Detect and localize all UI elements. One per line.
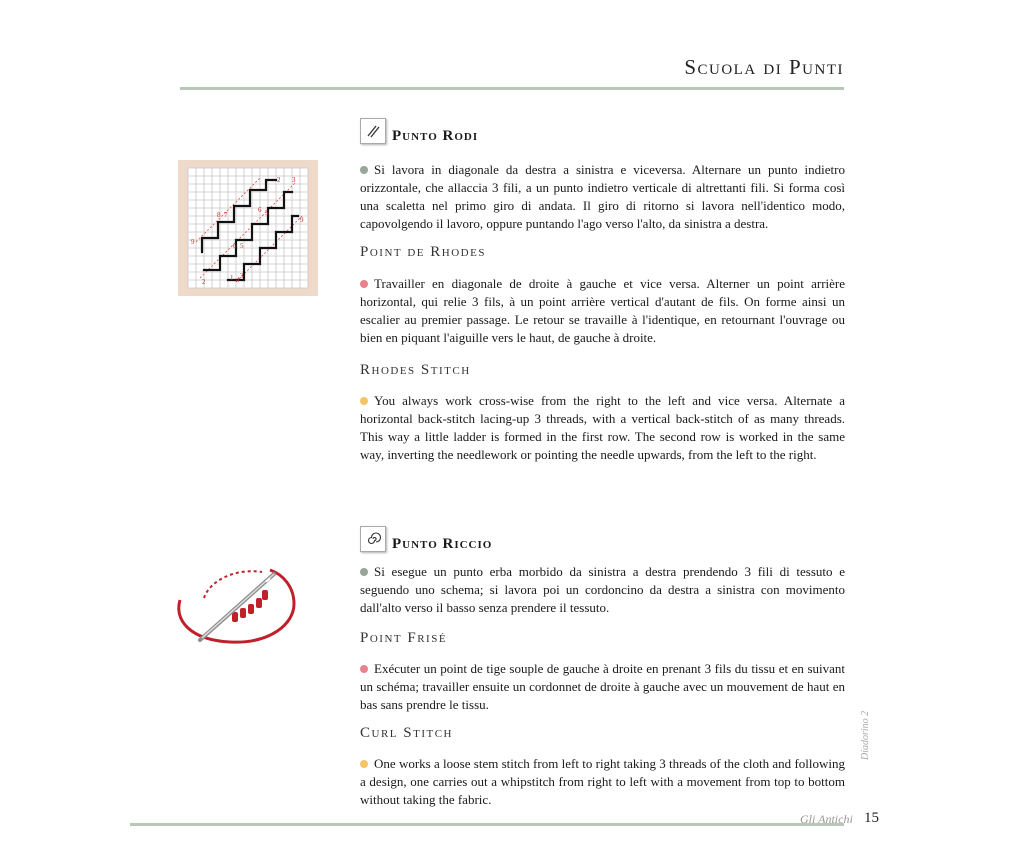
diagram-number: 6: [258, 206, 262, 214]
section-title-punto-rodi: Punto Rodi: [392, 128, 479, 144]
subtitle-point-frise: Point Frisé: [360, 630, 448, 646]
diagram-number: 5: [240, 242, 244, 250]
diagram-number: 9: [191, 238, 195, 246]
diagram-number: 4: [236, 276, 240, 284]
diagram-number: 2: [277, 176, 281, 184]
diagram-number: 3: [292, 176, 296, 184]
diagram-number: 1: [230, 274, 234, 282]
page-header-title: Scuola di Punti: [684, 55, 844, 79]
diagram-number: 3: [240, 272, 244, 280]
page-number: 15: [864, 810, 879, 826]
paragraph-en-curl-stitch: One works a loose stem stitch from left to right taking 3 threads of the cloth and following a design, one carries out a whipstitch from right to left with a movement from top to bottom without taking the fabric.: [360, 756, 845, 807]
paragraph-it-punto-rodi: Si lavora in diagonale da destra a sinistra e viceversa. Alternare un punto indietro orizzontale, che allaccia 3 fili, a un punto indietro verticale di altrettanti fili. Si forma così una scaletta nel primo giro di andata. Il giro di ritorno si lavora nell'identico modo, capovolgendo il lavoro, oppure puntando l'ago verso l'alto, da sinistra a destra.: [360, 162, 845, 231]
paragraph-fr-point-de-rhodes: Travailler en diagonale de droite à gauche et vice versa. Alterner un point arrière horizontal, qui relie 3 fils, à un point arrière vertical d'autant de fils. On forme ainsi un escalier au premier passage. Le retour se travaille à l'identique, en retournant l'ouvrage ou bien en piquant l'aiguille vers le haut, de gauche à droite.: [360, 276, 845, 345]
vertical-watermark: Diadorino 2: [860, 710, 871, 760]
paragraph-fr-point-frise: Exécuter un point de tige souple de gauche à droite en prenant 3 fils du tissu et en suivant un schéma; travailler ensuite un cordonnet de droite à gauche avec un mouvement de haut en bas sans prendre le tissu.: [360, 661, 845, 712]
paragraph-en-rhodes-stitch: You always work cross-wise from the right to the left and vice versa. Alternate a horizontal back-stitch lacing-up 3 threads, with a vertical back-stitch of as many threads. This way a little ladder is formed in the first row. The second row is worked in the same way, inverting the needlework or pointing the needle upwards, from the left to the right.: [360, 393, 845, 462]
bullet-french: [360, 280, 368, 288]
diagram-number: 5: [265, 209, 269, 217]
subtitle-point-de-rhodes: Point de Rhodes: [360, 244, 486, 260]
spiral-icon: [360, 526, 386, 552]
double-slash-icon: [360, 118, 386, 144]
diagram-number: 6: [233, 242, 237, 250]
curl-stitch-needle-illustration: [170, 560, 310, 660]
bullet-english: [360, 760, 368, 768]
rhodes-stitch-diagram: [178, 160, 318, 296]
subtitle-curl-stitch: Curl Stitch: [360, 725, 453, 741]
bullet-english: [360, 397, 368, 405]
diagram-number: 2: [202, 278, 206, 286]
section-title-punto-riccio: Punto Riccio: [392, 536, 493, 552]
paragraph-it-punto-riccio: Si esegue un punto erba morbido da sinistra a destra prendendo 3 fili di tessuto e seguendo uno schema; si lavora poi un cordoncino da destra a sinistra con movimento dall'alto verso il basso senza prendere il tessuto.: [360, 564, 845, 615]
footer-rule: [130, 823, 844, 826]
bullet-italian: [360, 568, 368, 576]
bullet-french: [360, 665, 368, 673]
subtitle-rhodes-stitch: Rhodes Stitch: [360, 362, 471, 378]
diagram-number: 7: [224, 211, 228, 219]
header-rule: [180, 87, 844, 90]
diagram-number: 9: [300, 216, 304, 224]
footer-italic-text: Gli Antichi: [800, 812, 853, 826]
diagram-number: 8: [217, 211, 221, 219]
bullet-italian: [360, 166, 368, 174]
